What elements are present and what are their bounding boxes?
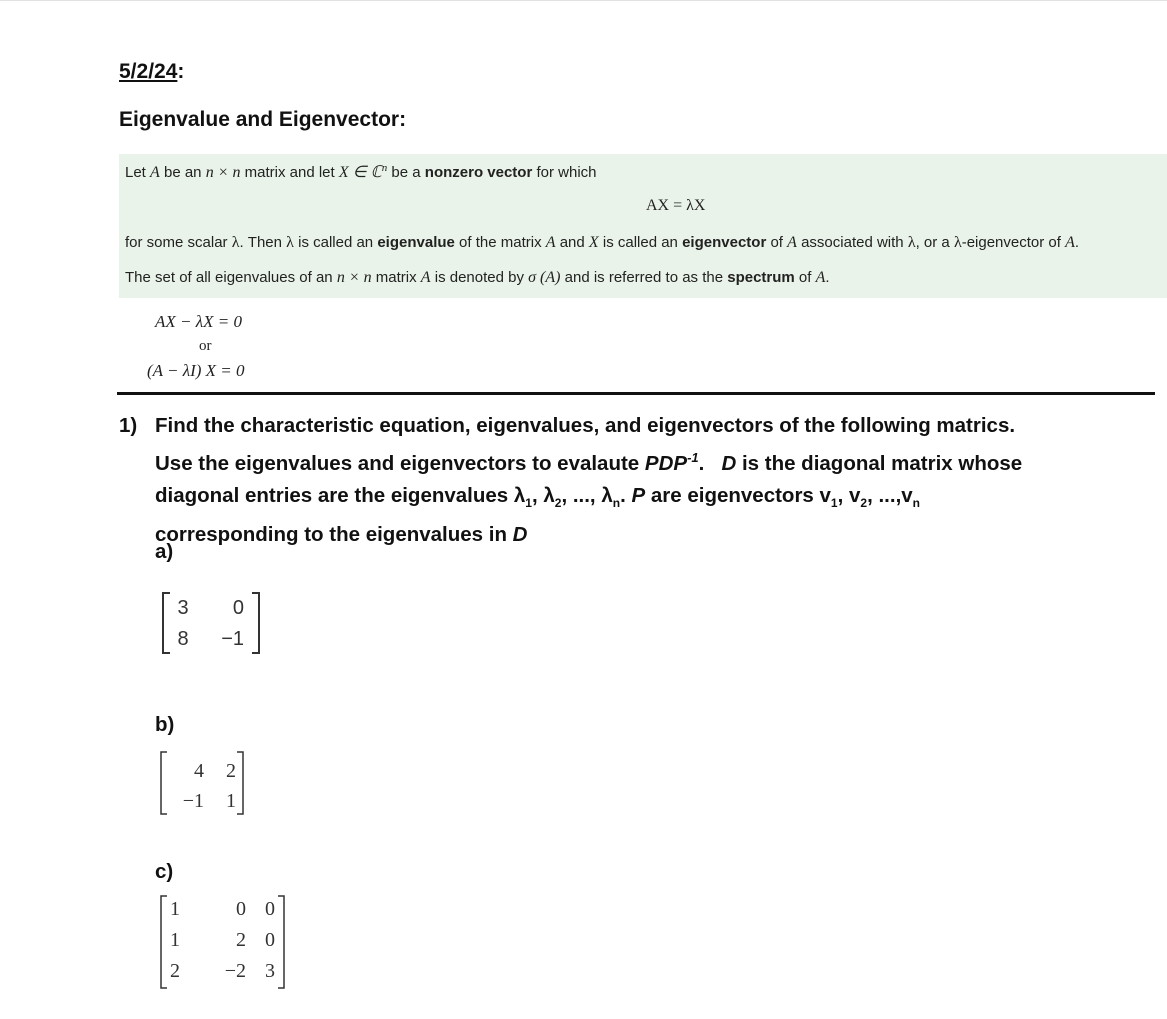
matrix-c-cell-2-2: 3: [265, 960, 275, 982]
matrix-c-cell-2-1: −2: [224, 960, 246, 982]
problem-line-2: Use the eigenvalues and eigenvectors to evalaute $PDP^{-1}$. D is the diagonal matrix whose: [155, 450, 1023, 475]
matrix-c-cell-2-0: 2: [170, 960, 180, 982]
matrix-b: [158, 749, 268, 824]
equation-1: AX − λX = 0: [155, 312, 242, 331]
part-b-label: b): [155, 713, 175, 736]
problem-line-4: corresponding to the eigenvalues in D: [155, 522, 528, 546]
matrix-c-cell-1-2: 0: [265, 929, 275, 951]
matrix-b-cell-0-0: 4: [194, 760, 204, 782]
matrix-a: [160, 590, 270, 661]
matrix-b-right-bracket: [237, 752, 243, 814]
matrix-c-cell-0-1: 0: [236, 898, 246, 920]
nonzero-vector-term: nonzero vector: [424, 164, 533, 181]
equation-or: or: [199, 338, 212, 354]
eigenvalue-term: eigenvalue: [377, 234, 455, 251]
matrix-b-cell-1-1: 1: [226, 790, 236, 812]
matrix-c: [158, 893, 298, 998]
section-divider: [117, 392, 1155, 395]
top-border: [0, 0, 1167, 1]
matrix-c-cell-0-0: 1: [170, 898, 180, 920]
matrix-b-cell-1-0: −1: [182, 790, 204, 812]
eigenvector-term: eigenvector: [682, 234, 767, 251]
matrix-c-left-bracket: [161, 896, 167, 988]
matrix-c-cell-1-1: 2: [236, 929, 246, 951]
matrix-c-cell-0-2: 0: [265, 898, 275, 920]
matrix-a-cell-1-1: −1: [221, 628, 244, 650]
definition-box: [119, 154, 1167, 298]
definition-line-3: for some scalar λ. Then λ is called an eigenvalue of the matrix A and X is called an eigenvector of A associated with λ, or a λ-eigenvector of A.: [125, 234, 1080, 251]
date-heading: [119, 60, 184, 84]
section-title: Eigenvalue and Eigenvector:: [119, 108, 407, 131]
definition-line-1: Let A be an n × n matrix and let X ∈ ℂ$^n$ be a nonzero vector for which: [125, 162, 597, 181]
matrix-b-cell-0-1: 2: [226, 760, 236, 782]
part-c-label: c): [155, 860, 174, 883]
matrix-a-left-bracket: [163, 593, 170, 653]
matrix-c-cell-1-0: 1: [170, 929, 180, 951]
spectrum-term: spectrum: [727, 269, 795, 286]
matrix-a-cell-0-1: 0: [232, 597, 244, 619]
problem-line-1: Find the characteristic equation, eigenvalues, and eigenvectors of the following matrics.: [155, 414, 1016, 437]
definition-equation: AX = λX: [646, 197, 706, 214]
definition-line-4: The set of all eigenvalues of an n × n matrix A is denoted by σ (A) and is referred to as the spectrum of A.: [125, 269, 830, 286]
date-text: 5/2/24: [119, 60, 178, 83]
matrix-c-right-bracket: [278, 896, 284, 988]
matrix-b-left-bracket: [161, 752, 167, 814]
problem-number: 1): [119, 414, 138, 437]
problem-line-3: diagonal entries are the eigenvalues $\lambda_1$, $\lambda_2$, ..., $\lambda_n$. P are eigenvectors $v_1$, $v_2$, $...,v_n$: [155, 483, 921, 510]
matrix-a-right-bracket: [252, 593, 259, 653]
matrix-a-cell-0-0: 3: [177, 597, 189, 619]
equation-2: (A − λI) X = 0: [147, 361, 245, 380]
matrix-a-cell-1-0: 8: [177, 628, 189, 650]
problem-text: [155, 410, 1115, 551]
part-a-label: a): [155, 540, 174, 563]
date-colon: :: [177, 60, 185, 83]
